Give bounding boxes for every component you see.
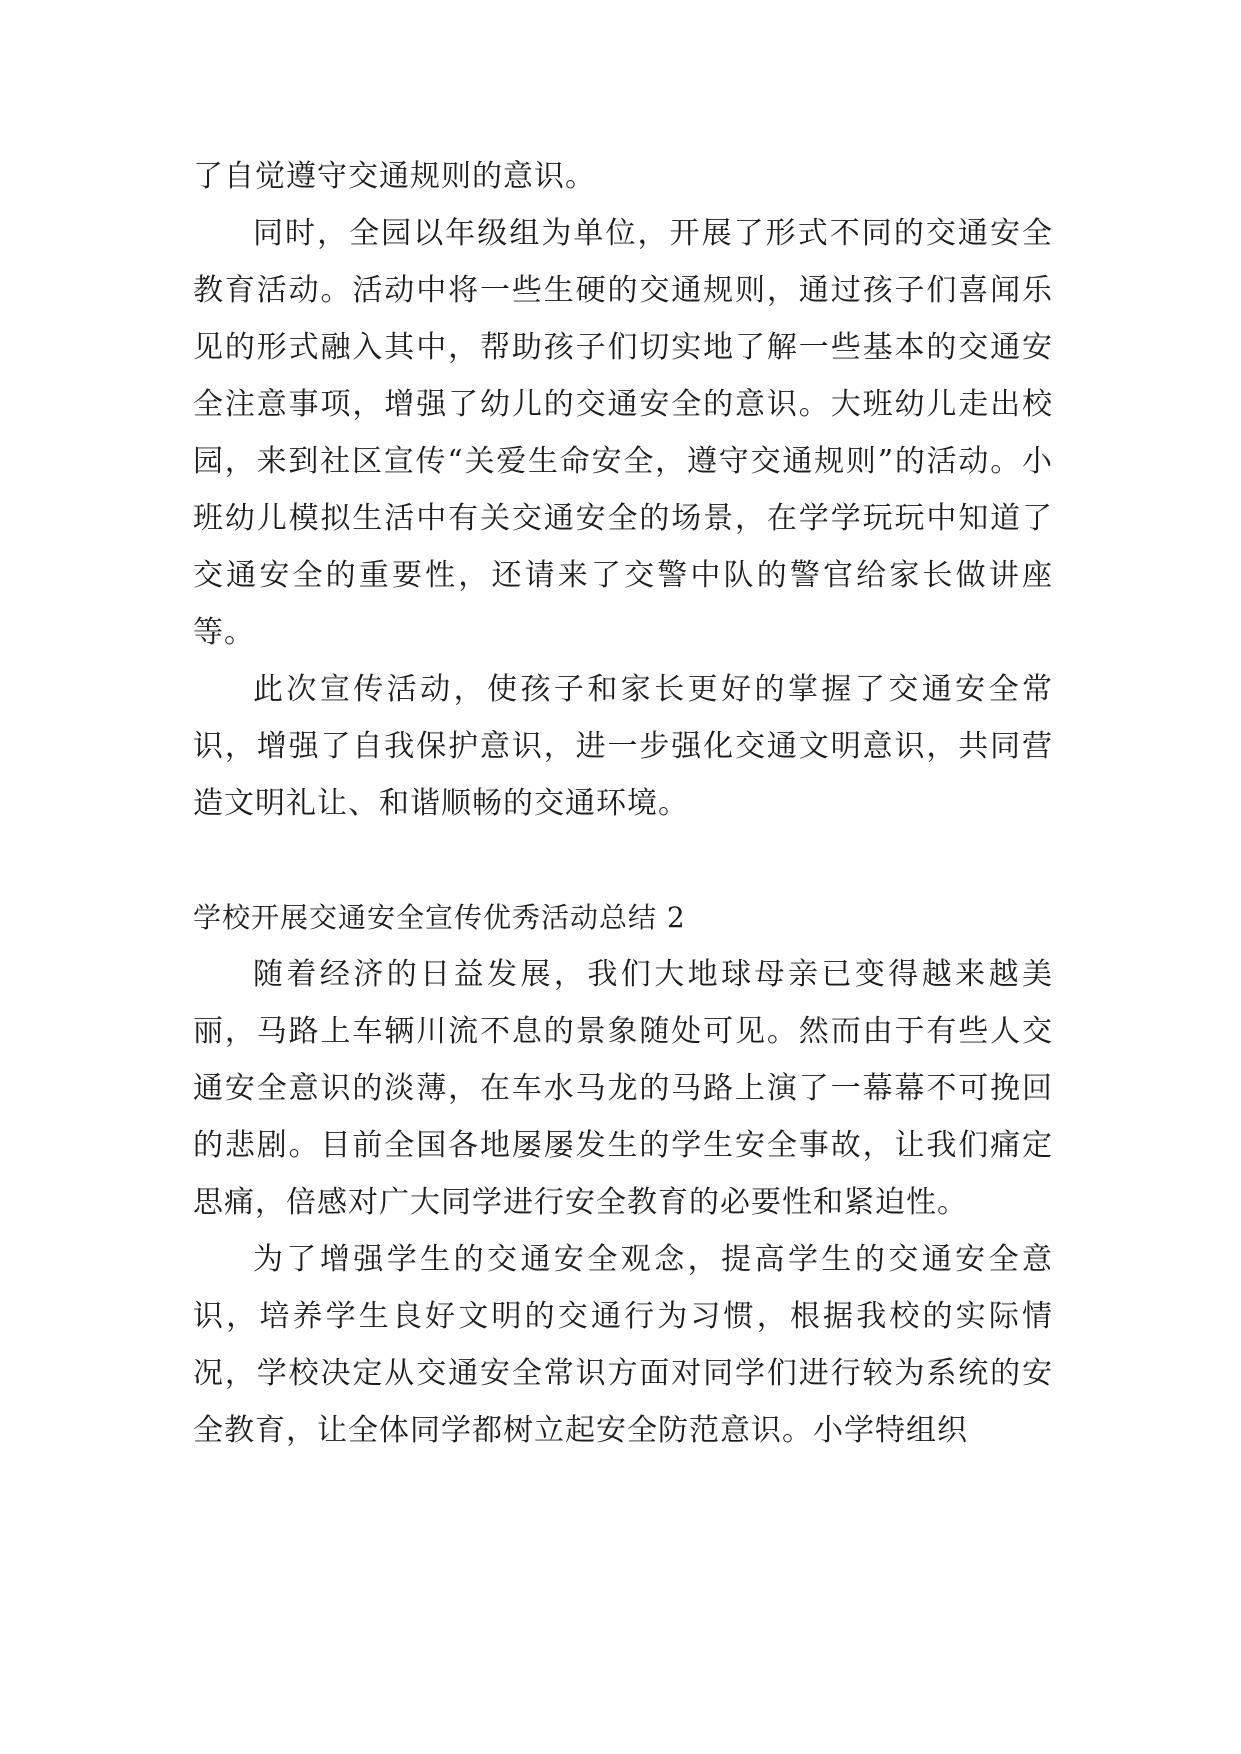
paragraph: 此次宣传活动，使孩子和家长更好的掌握了交通安全常识，增强了自我保护意识，进一步强化交通文明意识，共同营造文明礼让、和谐顺畅的交通环境。 [193,672,1053,821]
section-gap [193,832,1053,889]
document-body [193,148,1053,1459]
paragraph: 同时，全园以年级组为单位，开展了形式不同的交通安全教育活动。活动中将一些生硬的交通规则，通过孩子们喜闻乐见的形式融入其中，帮助孩子们切实地了解一些基本的交通安全注意事项，增强了幼儿的交通安全的意识。大班幼儿走出校园，来到社区宣传“关爱生命安全，遵守交通规则”的活动。小班幼儿模拟生活中有关交通安全的场景，在学学玩玩中知道了交通安全的重要性，还请来了交警中队的警官给家长做讲座等。 [193,216,1053,650]
paragraph: 随着经济的日益发展，我们大地球母亲已变得越来越美丽，马路上车辆川流不息的景象随处可见。然而由于有些人交通安全意识的淡薄，在车水马龙的马路上演了一幕幕不可挽回的悲剧。目前全国各地屡屡发生的学生安全事故，让我们痛定思痛，倍感对广大同学进行安全教育的必要性和紧迫性。 [193,957,1053,1220]
paragraph: 为了增强学生的交通安全观念，提高学生的交通安全意识，培养学生良好文明的交通行为习惯，根据我校的实际情况，学校决定从交通安全常识方面对同学们进行较为系统的安全教育，让全体同学都树立起安全防范意识。小学特组织 [193,1242,1053,1448]
section-heading: 学校开展交通安全宣传优秀活动总结 2 [193,901,686,934]
paragraph-continuation: 了自觉遵守交通规则的意识。 [193,159,596,194]
